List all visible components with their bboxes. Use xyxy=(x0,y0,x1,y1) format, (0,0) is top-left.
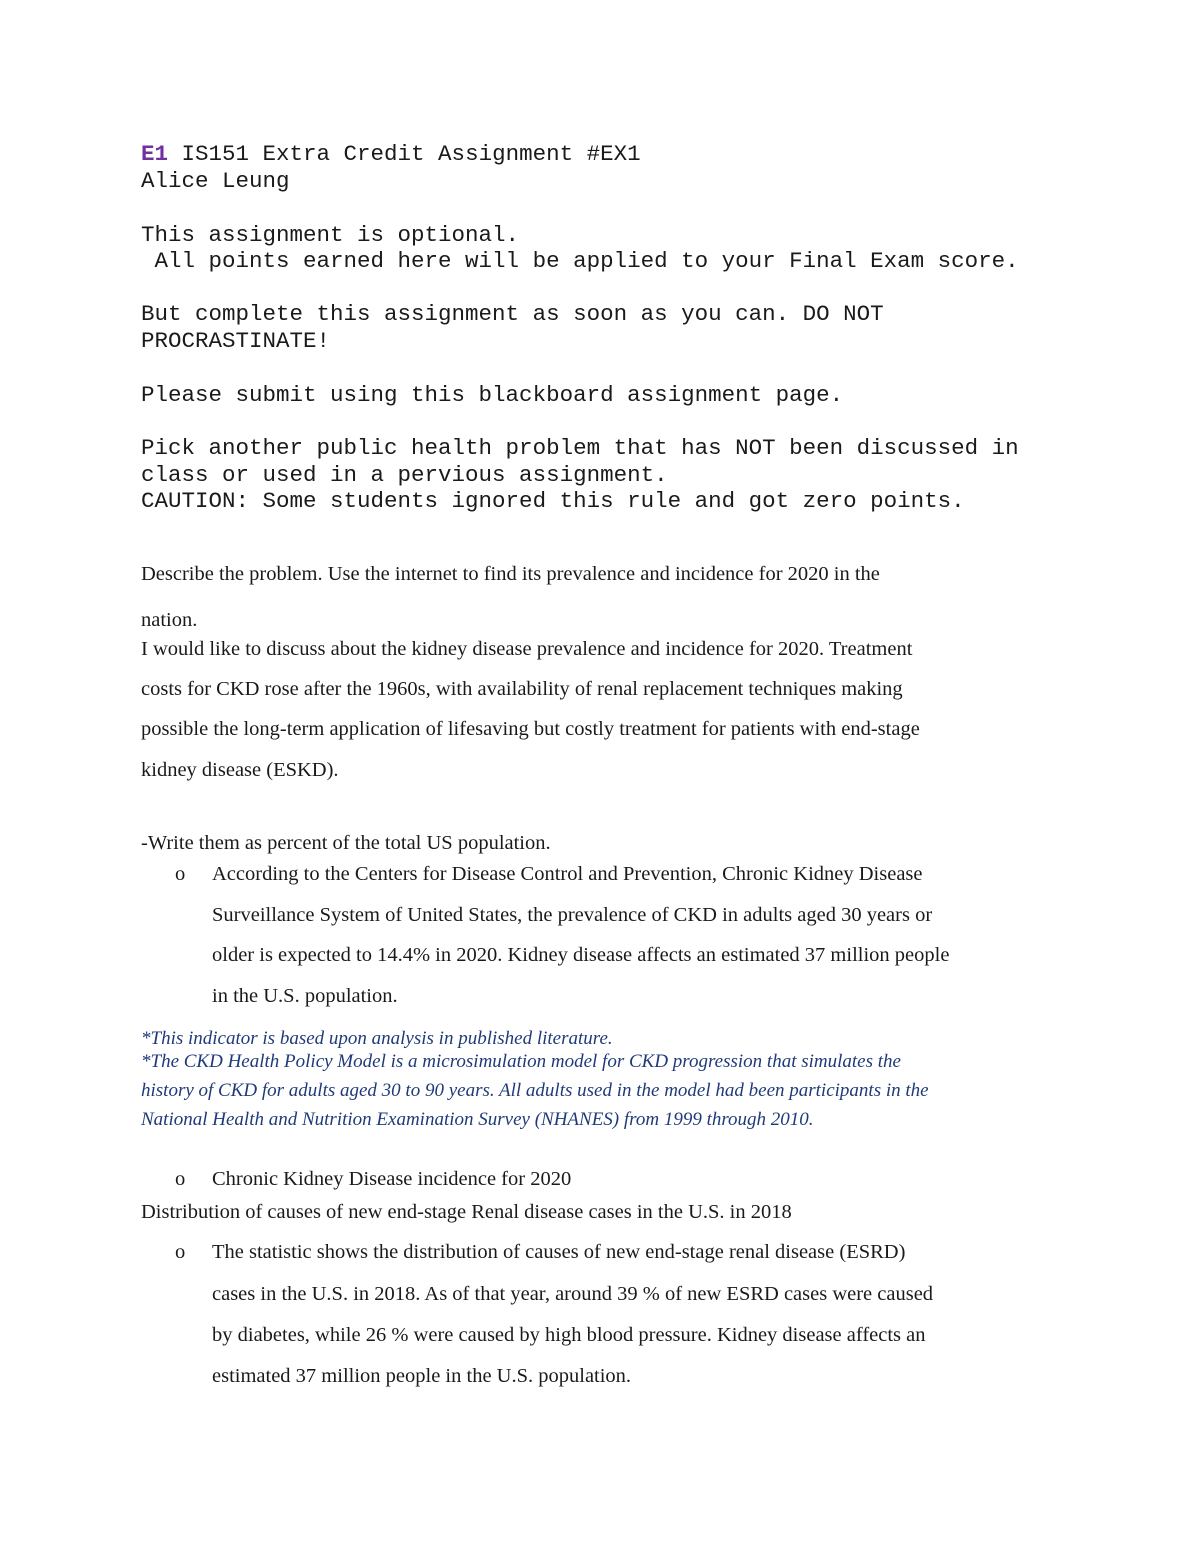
bullet3-line-1: The statistic shows the distribution of causes of new end-stage renal disease (ESRD) xyxy=(212,1241,906,1263)
document-title xyxy=(141,141,641,168)
bullet3-line-2: cases in the U.S. in 2018. As of that year, around 39 % of new ESRD cases were caused xyxy=(212,1283,934,1305)
note-model-3: National Health and Nutrition Examination Survey (NHANES) from 1999 through 2010. xyxy=(141,1109,814,1130)
bullet1-line-1: According to the Centers for Disease Control and Prevention, Chronic Kidney Disease xyxy=(212,863,923,885)
bullet-marker: o xyxy=(175,1168,186,1190)
intro-points: All points earned here will be applied to your Final Exam score. xyxy=(141,248,1019,274)
bullet1-line-4: in the U.S. population. xyxy=(212,985,398,1007)
author-name: Alice Leung xyxy=(141,168,290,194)
intro-optional: This assignment is optional. xyxy=(141,222,520,248)
bullet2-line-1: Chronic Kidney Disease incidence for 2020 xyxy=(212,1168,572,1190)
bullet1-line-3: older is expected to 14.4% in 2020. Kidney disease affects an estimated 37 million people xyxy=(212,944,950,966)
bullet3-line-4: estimated 37 million people in the U.S. population. xyxy=(212,1365,632,1387)
answer-line-2: costs for CKD rose after the 1960s, with availability of renal replacement techniques making xyxy=(141,678,903,700)
bullet-marker: o xyxy=(175,863,186,885)
question-describe: Describe the problem. Use the internet to find its prevalence and incidence for 2020 in the xyxy=(141,563,880,585)
intro-submit: Please submit using this blackboard assignment page. xyxy=(141,382,844,408)
title-text: IS151 Extra Credit Assignment #EX1 xyxy=(168,141,641,167)
bullet3-line-3: by diabetes, while 26 % were caused by high blood pressure. Kidney disease affects an xyxy=(212,1324,926,1346)
question-describe-cont: nation. xyxy=(141,609,198,631)
bullet-marker: o xyxy=(175,1241,186,1263)
bullet1-line-2: Surveillance System of United States, the prevalence of CKD in adults aged 30 years or xyxy=(212,904,933,926)
answer-line-1: I would like to discuss about the kidney disease prevalence and incidence for 2020. Treatment xyxy=(141,638,913,660)
distribution-heading: Distribution of causes of new end-stage Renal disease cases in the U.S. in 2018 xyxy=(141,1201,792,1223)
note-indicator: *This indicator is based upon analysis in published literature. xyxy=(141,1028,613,1049)
intro-pick-problem-cont: class or used in a pervious assignment. xyxy=(141,462,668,488)
note-model-2: history of CKD for adults aged 30 to 90 years. All adults used in the model had been participants in the xyxy=(141,1080,929,1101)
intro-procrastinate: PROCRASTINATE! xyxy=(141,328,331,354)
intro-complete: But complete this assignment as soon as you can. DO NOT xyxy=(141,301,884,327)
intro-caution: CAUTION: Some students ignored this rule and got zero points. xyxy=(141,488,965,514)
note-model-1: *The CKD Health Policy Model is a microsimulation model for CKD progression that simulates the xyxy=(141,1051,901,1072)
answer-line-3: possible the long-term application of lifesaving but costly treatment for patients with end-stage xyxy=(141,718,920,740)
intro-pick-problem: Pick another public health problem that has NOT been discussed in xyxy=(141,435,1019,461)
answer-line-4: kidney disease (ESKD). xyxy=(141,759,339,781)
title-tag: E1 xyxy=(141,141,169,167)
question-percent: -Write them as percent of the total US population. xyxy=(141,832,551,854)
